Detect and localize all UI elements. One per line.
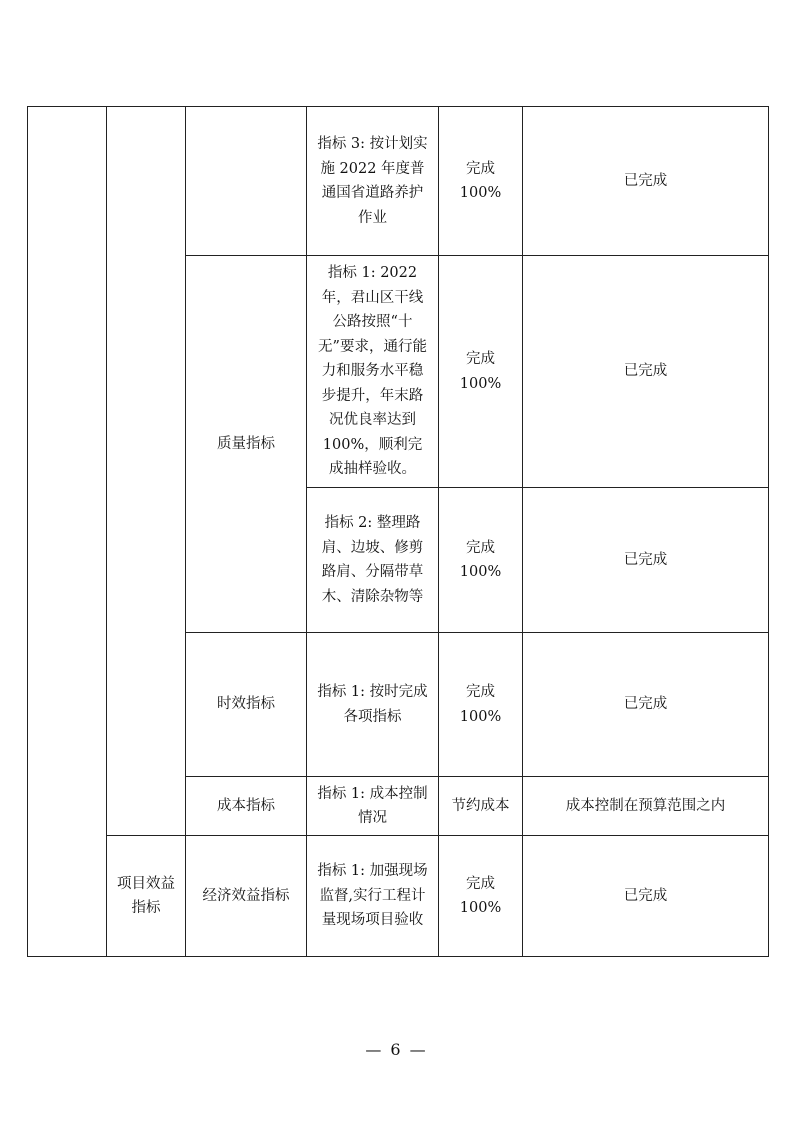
actual-cell: 已完成: [523, 836, 769, 957]
level3-cell: [186, 107, 307, 256]
target-value: 完成: [466, 875, 495, 892]
level3-cell: 成本指标: [186, 777, 307, 836]
actual-cell: 已完成: [523, 633, 769, 777]
level1-cell: [28, 107, 107, 957]
page-number: — 6 —: [365, 1040, 428, 1059]
indicator-cell: 指标 1: 加强现场监督,实行工程计量现场项目验收: [307, 836, 439, 957]
table-row: [28, 836, 769, 957]
target-cell: [439, 488, 523, 633]
target-value: 完成: [466, 539, 495, 556]
target-percent: 100%: [459, 185, 502, 201]
performance-indicator-table: [27, 106, 769, 957]
actual-cell: 已完成: [523, 256, 769, 488]
target-percent: 100%: [459, 900, 502, 916]
indicator-cell: 指标 3: 按计划实施 2022 年度普通国省道路养护作业: [307, 107, 439, 256]
target-cell: [439, 256, 523, 488]
actual-cell: 已完成: [523, 107, 769, 256]
target-cell: [439, 633, 523, 777]
target-percent: 100%: [459, 708, 502, 725]
actual-cell: 已完成: [523, 488, 769, 633]
target-value: 完成: [466, 351, 495, 367]
level3-cell: 质量指标: [186, 256, 307, 633]
target-percent: 100%: [459, 375, 502, 392]
indicator-cell: 指标 1: 按时完成各项指标: [307, 633, 439, 777]
level3-cell: 时效指标: [186, 633, 307, 777]
level3-cell: 经济效益指标: [186, 836, 307, 957]
target-value: 完成: [466, 684, 495, 700]
level2-cell: 项目效益指标: [107, 836, 186, 957]
level2-cell: [107, 107, 186, 836]
target-percent: 100%: [459, 564, 502, 580]
target-value: 完成: [466, 160, 495, 177]
target-cell: [439, 836, 523, 957]
indicator-cell: 指标 1: 成本控制情况: [307, 777, 439, 836]
actual-cell: 成本控制在预算范围之内: [523, 777, 769, 836]
target-cell: 节约成本: [439, 777, 523, 836]
table-row: [28, 107, 769, 256]
target-cell: [439, 107, 523, 256]
indicator-cell: 指标 2: 整理路肩、边坡、修剪路肩、分隔带草木、清除杂物等: [307, 488, 439, 633]
indicator-cell: 指标 1: 2022 年，君山区干线公路按照“十无”要求，通行能力和服务水平稳步提升，年末路况优良率达到 100%，顺利完成抽样验收。: [307, 256, 439, 488]
